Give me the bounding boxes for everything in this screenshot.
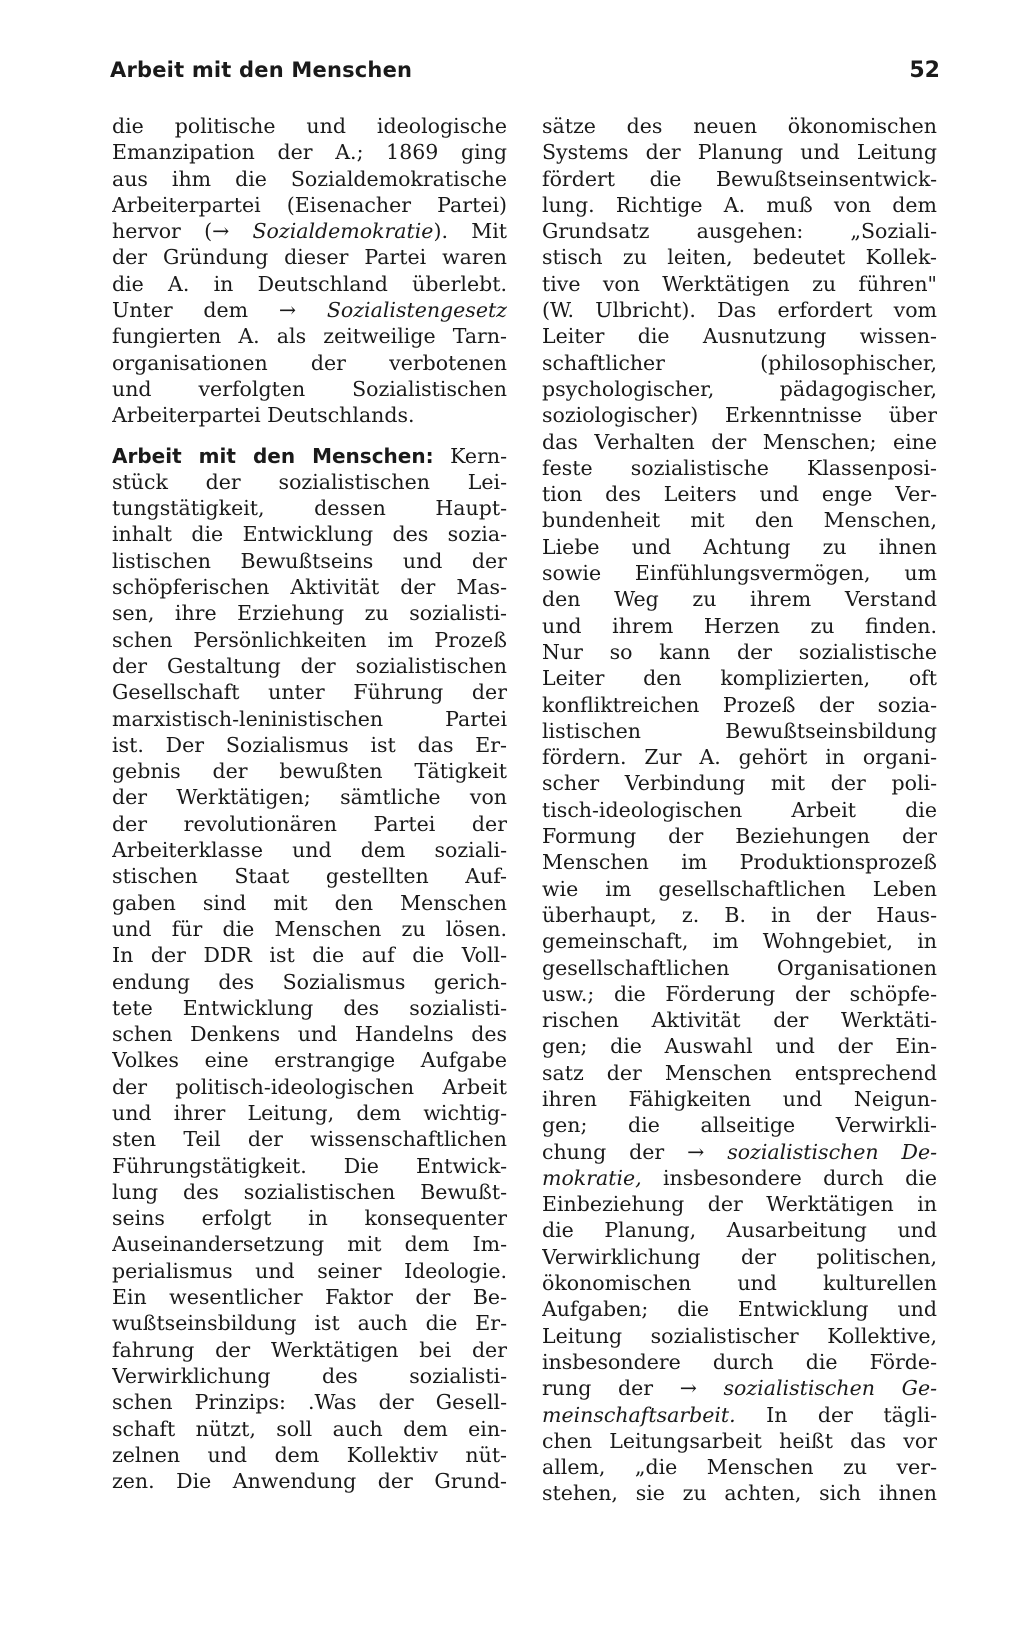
text-line: schen Prinzips: .Was der Gesell- (112, 1390, 507, 1415)
text-line: Arbeiterpartei Deutschlands. (112, 403, 415, 428)
text-line (542, 1375, 937, 1401)
text-line: Verwirklichung der politischen, (542, 1244, 937, 1269)
text-line: schaft nützt, soll auch dem ein- (112, 1416, 507, 1441)
text-line: Leitung sozialistischer Kollektive, (542, 1323, 937, 1348)
text-span: chung der (542, 1139, 688, 1164)
text-line: fungierten A. als zeitweilige Tarn- (112, 324, 507, 349)
text-line: der politisch-ideologischen Arbeit (112, 1074, 507, 1099)
text-span: ). Mit (433, 219, 507, 244)
text-span: Unter dem (112, 298, 279, 323)
text-line: fördert die Bewußtseinsentwick- (542, 166, 937, 191)
text-line (542, 1139, 937, 1165)
text-line: Volkes eine erstrangige Aufgabe (112, 1048, 507, 1073)
text-line: Arbeiterklasse und dem soziali- (112, 838, 507, 863)
text-line: chen Leitungsarbeit heißt das vor (542, 1428, 937, 1453)
cross-reference-arrow-icon: → (212, 219, 230, 244)
text-line: Nur so kann der sozialistische (542, 639, 937, 664)
text-line: aus ihm die Sozialdemokratische (112, 166, 507, 191)
text-line: Arbeiterpartei (Eisenacher Partei) (112, 192, 507, 217)
left-column (112, 113, 507, 1494)
text-line: Verwirklichung des sozialisti- (112, 1363, 507, 1388)
text-line: Auseinandersetzung mit dem Im- (112, 1232, 507, 1257)
text-line: gemeinschaft, im Wohngebiet, in (542, 929, 937, 954)
text-line: Gesellschaft unter Führung der (112, 680, 507, 705)
text-line: Menschen im Produktionsprozeß (542, 850, 937, 875)
text-line: tion des Leiters und enge Ver- (542, 482, 937, 507)
text-line: Führungstätigkeit. Die Entwick- (112, 1153, 507, 1178)
text-line: lung des sozialistischen Bewußt- (112, 1179, 507, 1204)
text-line: der Werktätigen; sämtliche von (112, 785, 507, 810)
text-line: ihren Fähigkeiten und Neigun- (542, 1086, 937, 1111)
text-line: sen, ihre Erziehung zu sozialisti- (112, 601, 507, 626)
text-line: den Weg zu ihrem Verstand (542, 587, 937, 612)
text-line: Systems der Planung und Leitung (542, 140, 937, 165)
text-line: gaben sind mit den Menschen (112, 890, 507, 915)
text-line: tete Entwicklung des sozialisti- (112, 995, 507, 1020)
text-line: allem, „die Menschen zu ver- (542, 1455, 937, 1480)
text-line: inhalt die Entwicklung des sozia- (112, 522, 507, 547)
text-line: die Planung, Ausarbeitung und (542, 1218, 937, 1243)
page-header (110, 58, 940, 98)
text-line: Formung der Beziehungen der (542, 824, 937, 849)
text-line: sowie Einfühlungsvermögen, um (542, 561, 937, 586)
right-column (542, 113, 937, 1507)
text-line: fahrung der Werktätigen bei der (112, 1337, 507, 1362)
text-line: satz der Menschen entsprechend (542, 1060, 937, 1085)
text-line: In der DDR ist die auf die Voll- (112, 943, 507, 968)
text-line: und ihrem Herzen zu finden. (542, 613, 937, 638)
text-line: das Verhalten der Menschen; eine (542, 429, 937, 454)
text-line: bundenheit mit den Menschen, (542, 508, 937, 533)
text-line: der Gründung dieser Partei waren (112, 245, 507, 270)
text-line: Einbeziehung der Werktätigen in (542, 1192, 937, 1217)
text-span: In der tägli- (735, 1402, 937, 1427)
text-line: sten Teil der wissenschaftlichen (112, 1127, 507, 1152)
text-line: gesellschaftlichen Organisationen (542, 955, 937, 980)
cross-reference-arrow-icon: → (679, 1376, 697, 1401)
text-line: stehen, sie zu achten, sich ihnen (542, 1481, 937, 1506)
text-line: und verfolgten Sozialistischen (112, 376, 507, 401)
text-line: wußtseinsbildung ist auch die Er- (112, 1311, 507, 1336)
text-line: organisationen der verbotenen (112, 350, 507, 375)
text-line: schen Denkens und Handelns des (112, 1022, 507, 1047)
text-line: fördern. Zur A. gehört in organi- (542, 745, 937, 770)
text-line: gen; die allseitige Verwirkli- (542, 1113, 937, 1138)
text-line (112, 218, 507, 244)
text-line: soziologischer) Erkenntnisse über (542, 403, 937, 428)
page-number: 52 (909, 58, 940, 83)
text-line: konfliktreichen Prozeß der sozia- (542, 692, 937, 717)
text-line (542, 1165, 937, 1191)
text-line: Grundsatz ausgehen: „Soziali- (542, 219, 937, 244)
text-line: sätze des neuen ökonomischen (542, 114, 937, 138)
cross-reference: Sozialistengesetz (296, 298, 507, 323)
text-line: ökonomischen und kulturellen (542, 1271, 937, 1296)
text-line: wie im gesellschaftlichen Leben (542, 876, 937, 901)
text-line: gen; die Auswahl und der Ein- (542, 1034, 937, 1059)
text-line: perialismus und seiner Ideologie. (112, 1258, 507, 1283)
cross-reference-arrow-icon: → (687, 1139, 705, 1164)
text-line: ist. Der Sozialismus ist das Er- (112, 732, 507, 757)
cross-reference: sozialistischen Ge- (696, 1376, 937, 1401)
text-line: endung des Sozialismus gerich- (112, 969, 507, 994)
text-line: und ihrer Leitung, dem wichtig- (112, 1100, 507, 1125)
text-line: der Gestaltung der sozialistischen (112, 653, 507, 678)
text-line: Liebe und Achtung zu ihnen (542, 534, 937, 559)
text-line: tungstätigkeit, dessen Haupt- (112, 496, 507, 521)
text-line: stischen Staat gestellten Auf- (112, 864, 507, 889)
text-line: gebnis der bewußten Tätigkeit (112, 759, 507, 784)
text-line: listischen Bewußtseinsbildung (542, 718, 937, 743)
cross-reference: Sozialdemokratie (229, 219, 434, 244)
text-line: die politische und ideologische (112, 114, 507, 138)
text-line: Emanzipation der A.; 1869 ging (112, 140, 507, 165)
text-span: rung der (542, 1376, 680, 1401)
cross-reference: sozialistischen De- (704, 1139, 937, 1164)
text-line (112, 297, 507, 323)
cross-reference-arrow-icon: → (278, 298, 297, 323)
text-line: schöpferischen Aktivität der Mas- (112, 575, 507, 600)
text-line: Leiter den komplizierten, oft (542, 666, 937, 691)
cross-reference: meinschaftsarbeit. (542, 1402, 736, 1427)
text-line: lung. Richtige A. muß von dem (542, 192, 937, 217)
text-line: tive von Werktätigen zu führen" (542, 271, 937, 296)
text-line: schaftlicher (philosophischer, (542, 350, 937, 375)
text-line: überhaupt, z. B. in der Haus- (542, 902, 937, 927)
text-line: scher Verbindung mit der poli- (542, 771, 937, 796)
text-line: zelnen und dem Kollektiv nüt- (112, 1442, 507, 1467)
text-span: insbesondere durch die (641, 1165, 937, 1190)
text-line (542, 1402, 937, 1428)
text-line: Leiter die Ausnutzung wissen- (542, 324, 937, 349)
text-line: rischen Aktivität der Werktäti- (542, 1008, 937, 1033)
text-line: schen Persönlichkeiten im Prozeß (112, 627, 507, 652)
text-line: stück der sozialistischen Lei- (112, 469, 507, 494)
text-line: und für die Menschen zu lösen. (112, 916, 507, 941)
cross-reference: mokratie, (542, 1165, 642, 1190)
text-line: der revolutionären Partei der (112, 811, 507, 836)
text-line: (W. Ulbricht). Das erfordert vom (542, 298, 937, 323)
text-line: tisch-ideologischen Arbeit die (542, 797, 937, 822)
paragraph-gap (112, 429, 507, 443)
text-line: feste sozialistische Klassenposi- (542, 455, 937, 480)
entry-headword: Arbeit mit den Menschen: (112, 443, 434, 468)
text-span: Kern- (433, 443, 507, 468)
text-line: die A. in Deutschland überlebt. (112, 271, 507, 296)
text-line: insbesondere durch die Förde- (542, 1349, 937, 1374)
text-line: listischen Bewußtseins und der (112, 548, 507, 573)
text-line (112, 443, 507, 469)
text-span: hervor ( (112, 219, 213, 244)
text-line: usw.; die Förderung der schöpfe- (542, 981, 937, 1006)
text-line: Aufgaben; die Entwicklung und (542, 1297, 937, 1322)
text-line: stisch zu leiten, bedeutet Kollek- (542, 245, 937, 270)
text-line: psychologischer, pädagogischer, (542, 376, 937, 401)
text-line: marxistisch-leninistischen Partei (112, 706, 507, 731)
text-line: Ein wesentlicher Faktor der Be- (112, 1285, 507, 1310)
running-head: Arbeit mit den Menschen (110, 58, 413, 82)
text-line: zen. Die Anwendung der Grund- (112, 1469, 507, 1494)
text-line: seins erfolgt in konsequenter (112, 1206, 507, 1231)
